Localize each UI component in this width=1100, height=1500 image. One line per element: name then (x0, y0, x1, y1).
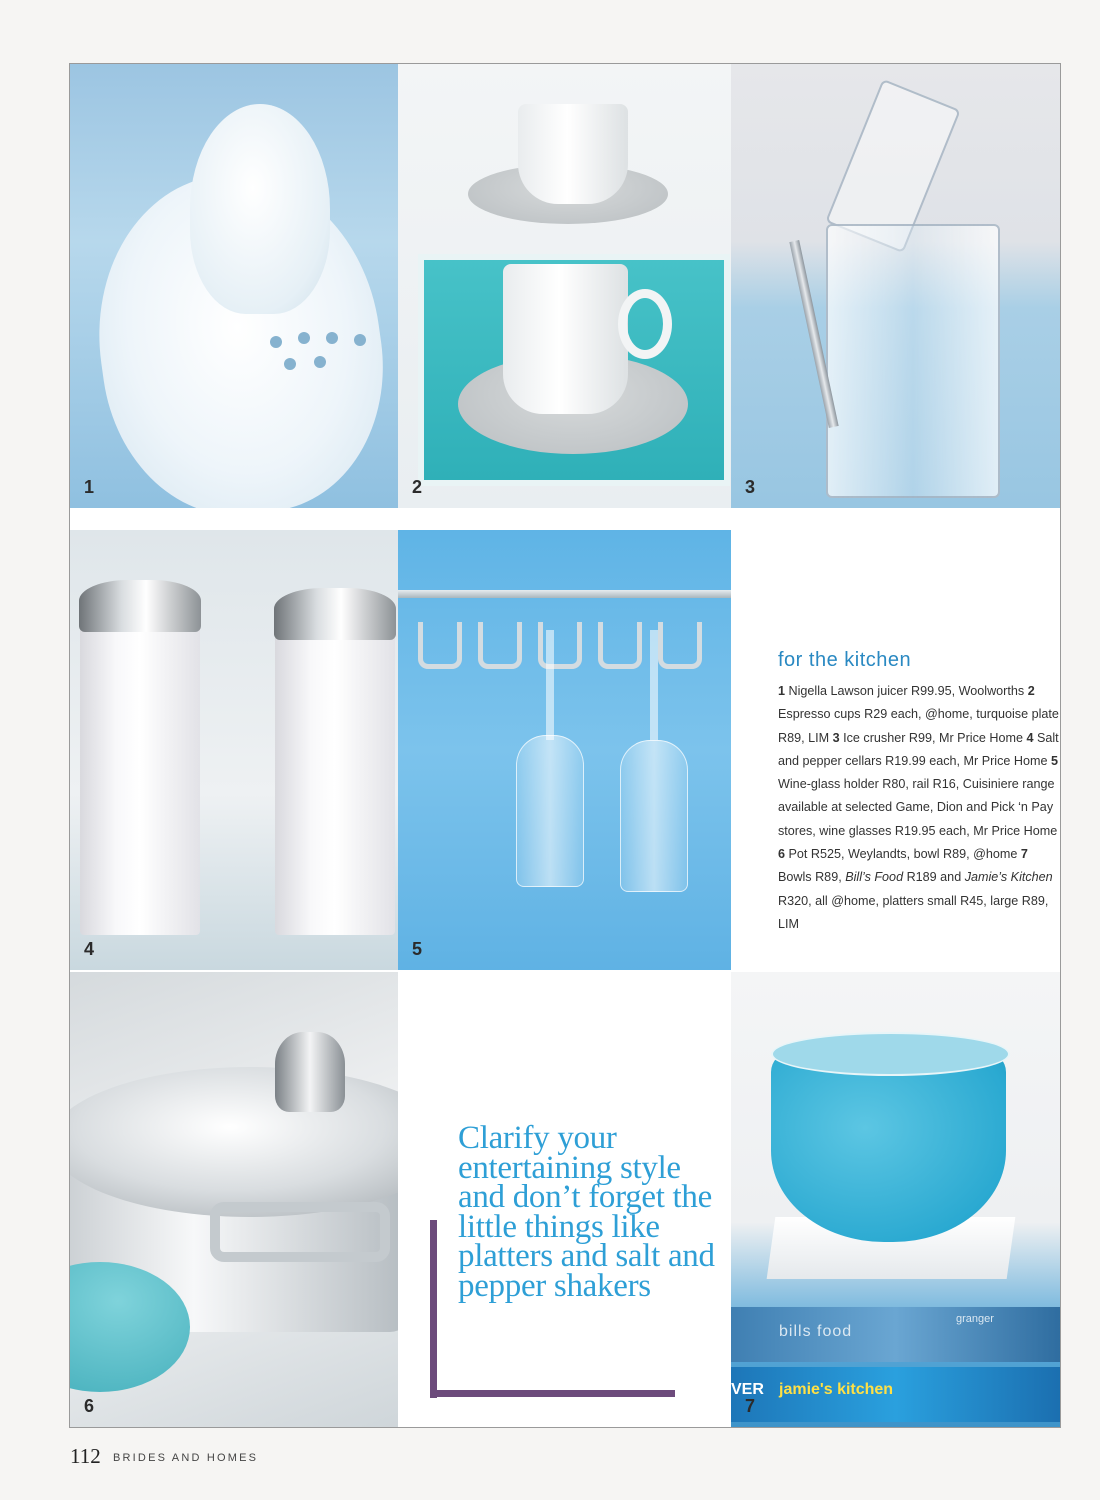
pot-lid (70, 1067, 398, 1217)
cup-back (518, 104, 628, 204)
hook (658, 622, 702, 669)
juicer-hole (270, 336, 282, 348)
wine-glass (516, 735, 584, 887)
pepper-shaker (275, 615, 395, 935)
caption-body (778, 680, 1063, 936)
hook (538, 622, 582, 669)
item-number: 5 (1051, 753, 1059, 768)
item-text: R189 and (903, 870, 965, 885)
photo-salt-pepper (70, 530, 398, 970)
item-number: 2 (1027, 684, 1035, 698)
pull-quote: Clarify your entertaining style and don’t forget the little things like platters and salt and pepper shakers (458, 1120, 715, 1304)
pot-knob (275, 1032, 345, 1112)
book-name: Jamie’s Kitchen (964, 870, 1053, 885)
item-number: 1 (778, 684, 786, 698)
juicer-cone (190, 104, 330, 314)
item-number: 4 (1026, 730, 1034, 745)
photo-juicer (70, 64, 398, 508)
book-title: bills food (779, 1323, 853, 1340)
photo-ice-crusher (731, 64, 1060, 508)
hook (598, 622, 642, 669)
juicer-hole (314, 356, 326, 368)
glass-stem (650, 630, 658, 740)
quote-bracket-horizontal (430, 1390, 675, 1397)
photo-number: 4 (84, 939, 95, 959)
photo-wine-glass-holder (398, 530, 731, 970)
quote-bracket-vertical (430, 1220, 437, 1398)
pot-handle (210, 1202, 390, 1262)
item-text: Nigella Lawson juicer R99.95, Woolworths (785, 684, 1028, 698)
book-title: jamie's kitchen (779, 1381, 894, 1398)
salt-shaker (80, 605, 200, 935)
hook (478, 622, 522, 669)
juicer-hole (326, 332, 338, 344)
glass-stem (546, 630, 554, 740)
product-caption (778, 649, 1063, 936)
page-number: 112 (70, 1444, 101, 1468)
bowl-rim (771, 1032, 1010, 1076)
item-text: Pot R525, Weylandts, bowl R89, @home (785, 847, 1021, 862)
photo-pot (70, 972, 398, 1427)
wine-glass (620, 740, 688, 892)
juicer-hole (298, 332, 310, 344)
item-text: Salt and pepper cellars R19.99 each, Mr Price Home (778, 730, 1059, 768)
item-number: 3 (832, 730, 840, 745)
wall-rail (398, 590, 731, 598)
book-bills-food (731, 1307, 1060, 1362)
book-name: Bill’s Food (845, 870, 904, 885)
item-number: 6 (778, 847, 786, 862)
cup-front (503, 264, 628, 414)
item-text: Ice crusher R99, Mr Price Home (839, 730, 1027, 745)
caption-title: for the kitchen (778, 649, 912, 671)
photo-number: 2 (412, 477, 423, 497)
item-text: Espresso cups R29 each, @home, turquoise plate R89, LIM (778, 707, 1059, 745)
juicer-hole (284, 358, 296, 370)
item-text: R320, all @home, platters small R45, large R89, LIM (778, 893, 1049, 931)
hook (418, 622, 462, 669)
item-number: 7 (1020, 847, 1028, 862)
book-author: granger (956, 1313, 994, 1325)
pepper-cap (274, 588, 396, 640)
turquoise-bowl (771, 1052, 1006, 1242)
photo-espresso-cups (398, 64, 731, 508)
item-text: Wine-glass holder R80, rail R16, Cuisiniere range available at selected Game, Dion and Pick ‘n Pay stores, wine glasses R19.95 each, Mr Price Home (778, 777, 1058, 838)
crusher-body (826, 224, 1000, 498)
book-jamies-kitchen (731, 1367, 1060, 1422)
book-prefix: VER (731, 1381, 764, 1398)
salt-cap (79, 580, 201, 632)
photo-bowls-books (731, 972, 1060, 1427)
cup-handle (618, 289, 672, 359)
photo-number: 6 (84, 1396, 95, 1416)
photo-number: 3 (745, 477, 756, 497)
publication-name: BRIDES AND HOMES (113, 1452, 259, 1464)
juicer-hole (354, 334, 366, 346)
item-text: Bowls R89, (778, 870, 846, 885)
photo-number: 5 (412, 939, 423, 959)
photo-number: 7 (745, 1396, 756, 1416)
photo-number: 1 (84, 477, 95, 497)
